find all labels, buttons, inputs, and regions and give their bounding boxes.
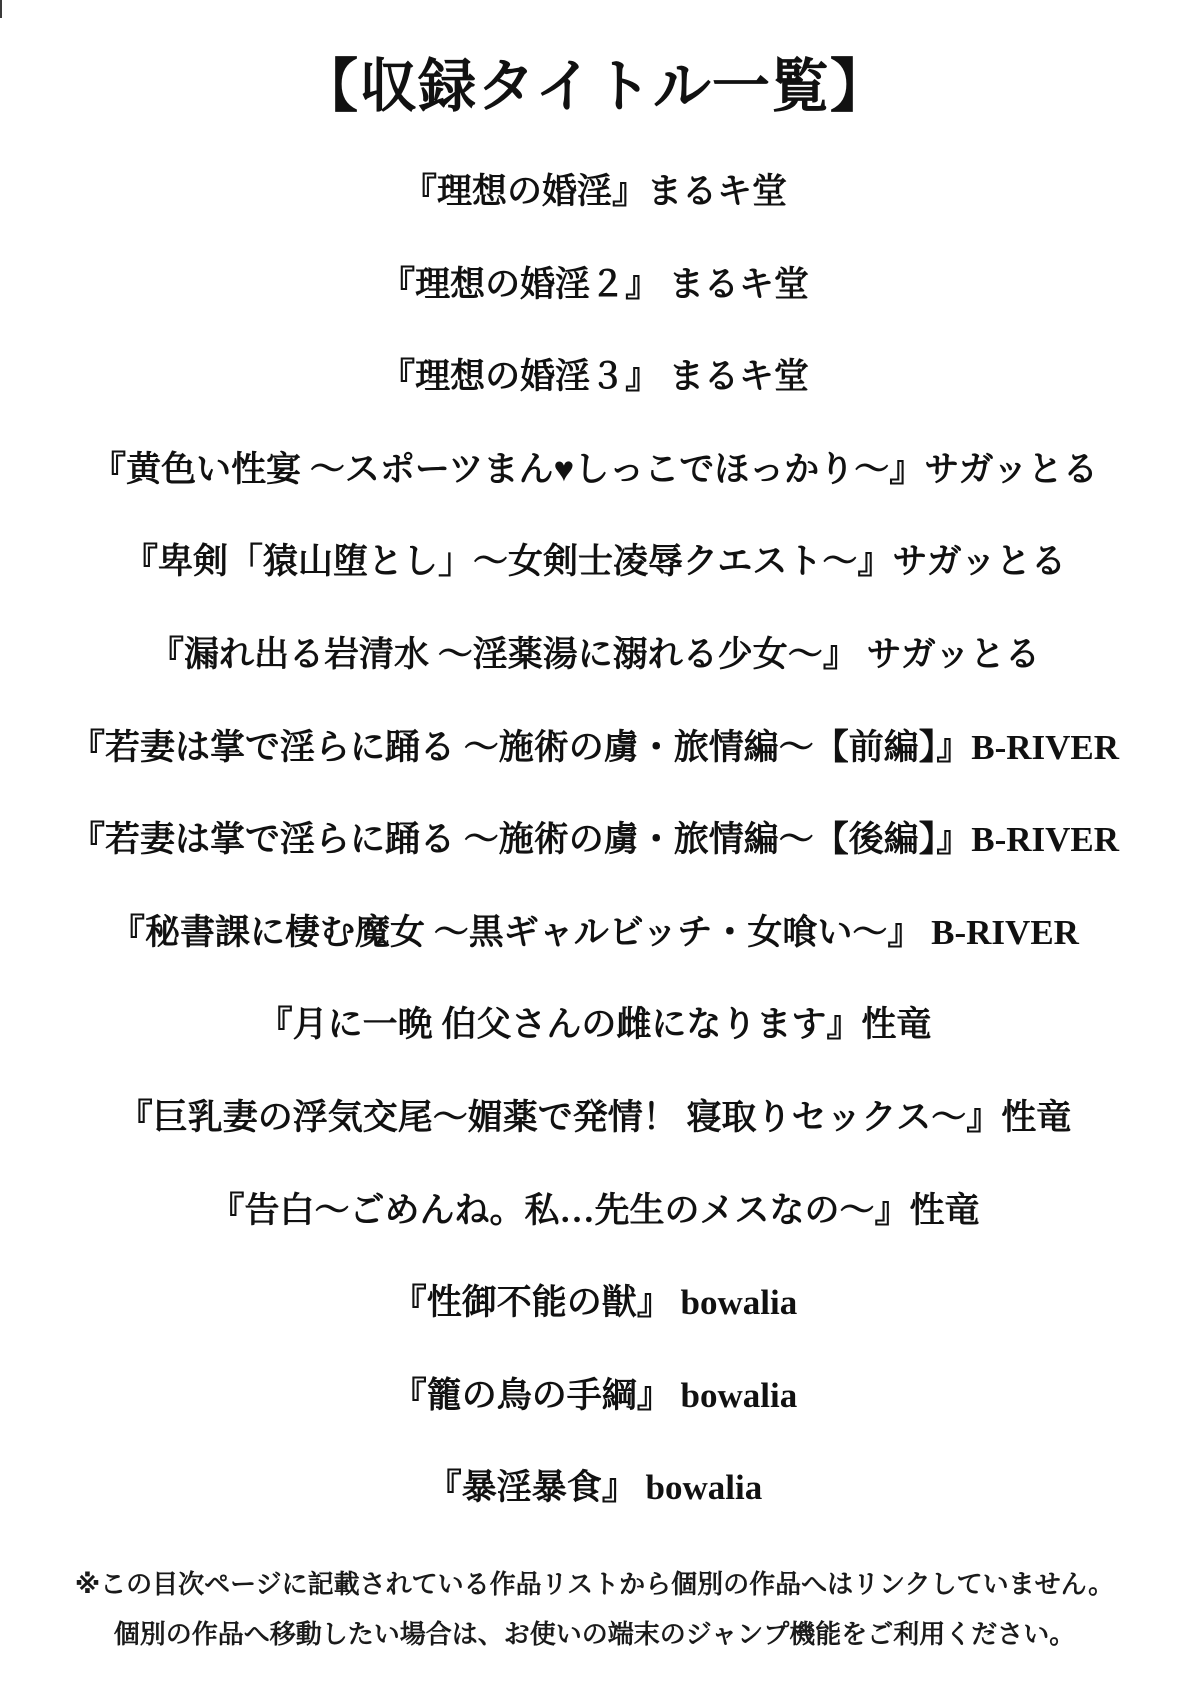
toc-item: 『告白～ごめんね。私…先生のメスなの～』性竜 xyxy=(209,1190,980,1230)
footer-note-line1: ※この目次ページに記載されている作品リストから個別の作品へはリンクしていません。 xyxy=(74,1568,1115,1599)
toc-item: 『理想の婚淫２』 まるキ堂 xyxy=(380,264,809,304)
toc-item: 『巨乳妻の浮気交尾～媚薬で発情！ 寝取りセックス～』性竜 xyxy=(117,1097,1072,1137)
toc-item: 『月に一晩 伯父さんの雌になります』性竜 xyxy=(257,1005,932,1045)
toc-list xyxy=(0,146,1189,1535)
page-title: 【収録タイトル一覧】 xyxy=(300,54,889,119)
toc-item: 『若妻は掌で淫らに踊る ～施術の虜・旅情編～【後編】』B-RIVER xyxy=(69,820,1120,860)
scan-edge-artifact xyxy=(0,0,2,18)
toc-item: 『卑剣「猿山堕とし」～女剣士凌辱クエスト～』サガッとる xyxy=(123,542,1066,582)
footer-note-line2: 個別の作品へ移動したい場合は、お使いの端末のジャンプ機能をご利用ください。 xyxy=(113,1618,1076,1649)
toc-item: 『性御不能の獣』 bowalia xyxy=(391,1283,798,1323)
toc-item: 『若妻は掌で淫らに踊る ～施術の虜・旅情編～【前編】』B-RIVER xyxy=(69,727,1120,767)
toc-item: 『暴淫暴食』 bowalia xyxy=(426,1468,763,1508)
toc-item: 『漏れ出る岩清水 ～淫薬湯に溺れる少女～』 サガッとる xyxy=(148,634,1041,674)
toc-item: 『籠の鳥の手綱』 bowalia xyxy=(391,1375,798,1415)
toc-item: 『秘書課に棲む魔女 ～黒ギャルビッチ・女喰い～』 B-RIVER xyxy=(110,912,1079,952)
toc-item: 『理想の婚淫３』 まるキ堂 xyxy=(380,357,809,397)
toc-item: 『黄色い性宴 ～スポーツまん♥しっこでほっかり～』サガッとる xyxy=(91,449,1098,489)
footer-note xyxy=(0,1559,1189,1659)
toc-item: 『理想の婚淫』まるキ堂 xyxy=(401,172,787,211)
